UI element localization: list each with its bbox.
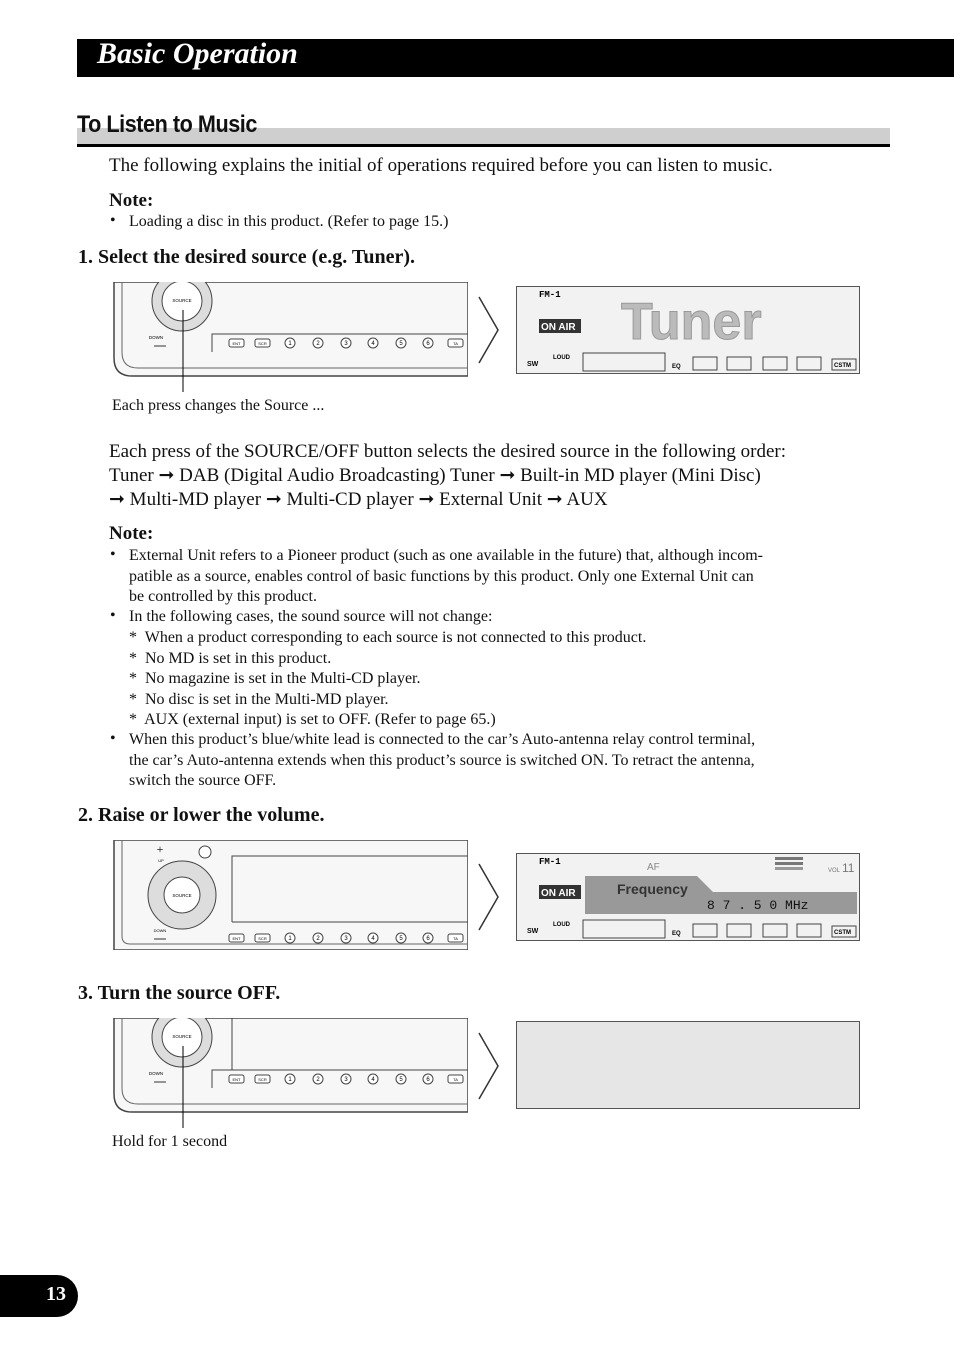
button-label: 3 [344, 341, 348, 347]
button-label: 2 [316, 1077, 320, 1083]
bullet: • [110, 546, 116, 563]
step-3-title: 3. Turn the source OFF. [78, 982, 281, 1004]
button-label: 6 [426, 1077, 430, 1083]
button-label: 5 [399, 936, 403, 942]
button-label: TA [453, 341, 458, 346]
note-item [129, 546, 763, 608]
source-item: DAB (Digital Audio Broadcasting) Tuner [179, 465, 495, 486]
lcd-display-1 [516, 286, 860, 374]
lcd-frequency-label: Frequency [617, 881, 688, 897]
step-1-caption: Each press changes the Source ... [112, 397, 325, 414]
note-item [129, 730, 755, 792]
button-label: 4 [371, 341, 375, 347]
on-air-indicator: ON AIR [541, 888, 576, 899]
lcd-vol-value: 11 [842, 861, 855, 875]
source-order-line [109, 464, 869, 488]
button-label: 3 [344, 1077, 348, 1083]
down-label: DOWN [153, 928, 167, 933]
lcd-source-text: Tuner [621, 293, 762, 351]
source-item: Tuner [109, 465, 154, 486]
page-title: Basic Operation [97, 37, 298, 70]
source-item: Built-in MD player (Mini Disc) [520, 465, 761, 486]
bullet: • [110, 212, 116, 229]
page-number: 13 [46, 1283, 66, 1305]
note-line: be controlled by this product. [129, 588, 317, 605]
source-order-intro: Each press of the SOURCE/OFF button selects the desired source in the following order: [109, 441, 787, 462]
button-label: 4 [371, 936, 375, 942]
source-label: SOURCE [172, 893, 192, 898]
sw-indicator: SW [527, 361, 539, 368]
intro-text: The following explains the initial of operations required before you can listen to music. [109, 155, 773, 176]
button-label: 3 [344, 936, 348, 942]
button-label: 5 [399, 341, 403, 347]
arrow-right-icon: ➞ [265, 489, 282, 510]
section-rule [77, 144, 890, 147]
button-label: SCR [258, 341, 267, 346]
note-line: switch the source OFF. [129, 772, 277, 789]
lcd-af: AF [647, 862, 660, 873]
note-subitem: * No MD is set in this product. [129, 649, 332, 667]
button-label: 1 [288, 936, 292, 942]
lcd-display-off [516, 1021, 860, 1109]
bullet: • [110, 730, 116, 747]
lcd-vol-label: VOL [828, 868, 841, 874]
arrow-right-icon: ➞ [546, 489, 563, 510]
sw-indicator: SW [527, 928, 539, 935]
lcd-band: FM-1 [539, 290, 561, 300]
button-label: TA [453, 936, 458, 941]
head-unit-illustration-1 [112, 282, 468, 392]
chevron-right-icon [477, 295, 501, 365]
button-label: 6 [426, 341, 430, 347]
source-label: SOURCE [172, 1034, 192, 1039]
source-item: AUX [566, 489, 608, 510]
button-label: ENT [232, 341, 241, 346]
source-label: SOURCE [172, 298, 192, 303]
button-label: 4 [371, 1077, 375, 1083]
page-number-tab [0, 1275, 78, 1317]
eq-indicator: EQ [672, 364, 681, 370]
button-label: 1 [288, 341, 292, 347]
button-label: 5 [399, 1077, 403, 1083]
note-sublist [129, 628, 646, 731]
button-label: 2 [316, 341, 320, 347]
plus-icon: + [156, 842, 164, 856]
button-label: ENT [232, 936, 241, 941]
source-order-line [109, 488, 869, 512]
note-line: When this product’s blue/white lead is connected to the car’s Auto-antenna relay control terminal, [129, 731, 756, 748]
button-label: SCR [258, 936, 267, 941]
loud-indicator: LOUD [553, 922, 570, 928]
loud-indicator: LOUD [553, 355, 570, 361]
note-item: Loading a disc in this product. (Refer to page 15.) [129, 213, 449, 230]
note-subitem: * No disc is set in the Multi-MD player. [129, 690, 389, 708]
button-label: TA [453, 1077, 458, 1082]
source-item: Multi-MD player [129, 489, 262, 510]
note-subitem: * AUX (external input) is set to OFF. (Refer to page 65.) [129, 711, 496, 728]
cstm-indicator: CSTM [834, 363, 851, 369]
bullet: • [110, 607, 116, 624]
note-label: Note: [109, 523, 154, 544]
on-air-indicator: ON AIR [541, 322, 576, 333]
arrow-right-icon: ➞ [418, 489, 435, 510]
note-subitem: * No magazine is set in the Multi-CD player. [129, 670, 421, 687]
cstm-indicator: CSTM [834, 930, 851, 936]
lcd-display-2 [516, 853, 860, 941]
source-item: Multi-CD player [286, 489, 414, 510]
button-label: SCR [258, 1077, 267, 1082]
head-unit-illustration-3 [112, 1018, 468, 1128]
eq-indicator: EQ [672, 931, 681, 937]
note-item: In the following cases, the sound source will not change: [129, 608, 493, 625]
button-label: 2 [316, 936, 320, 942]
section-title: To Listen to Music [77, 111, 257, 138]
button-label: 6 [426, 936, 430, 942]
note-label: Note: [109, 190, 154, 211]
source-item: External Unit [439, 489, 542, 510]
arrow-right-icon: ➞ [158, 465, 175, 486]
step-1-title: 1. Select the desired source (e.g. Tuner). [78, 246, 416, 268]
note-line: the car’s Auto-antenna extends when this product’s source is switched ON. To retract the antenna, [129, 751, 755, 769]
step-3-caption: Hold for 1 second [112, 1133, 228, 1150]
head-unit-illustration-2 [112, 840, 468, 950]
lcd-band: FM-1 [539, 857, 561, 867]
button-label: ENT [232, 1077, 241, 1082]
down-label: DOWN [148, 1071, 164, 1076]
down-label: DOWN [148, 335, 164, 340]
step-2-title: 2. Raise or lower the volume. [78, 804, 325, 826]
up-label: UP [158, 858, 164, 863]
note-line: patible as a source, enables control of basic functions by this product. Only one External Unit can [129, 567, 754, 585]
button-label: 1 [288, 1077, 292, 1083]
note-subitem: * When a product corresponding to each source is not connected to this product. [129, 629, 647, 646]
note-line: External Unit refers to a Pioneer product (such as one available in the future) that, although incom- [129, 547, 764, 564]
lcd-frequency-value: 8 7 . 5 0 MHz [707, 898, 809, 913]
arrow-right-icon: ➞ [109, 489, 125, 510]
arrow-right-icon: ➞ [499, 465, 516, 486]
source-order-text [109, 440, 869, 512]
chevron-right-icon [477, 862, 501, 932]
chevron-right-icon [477, 1031, 501, 1101]
